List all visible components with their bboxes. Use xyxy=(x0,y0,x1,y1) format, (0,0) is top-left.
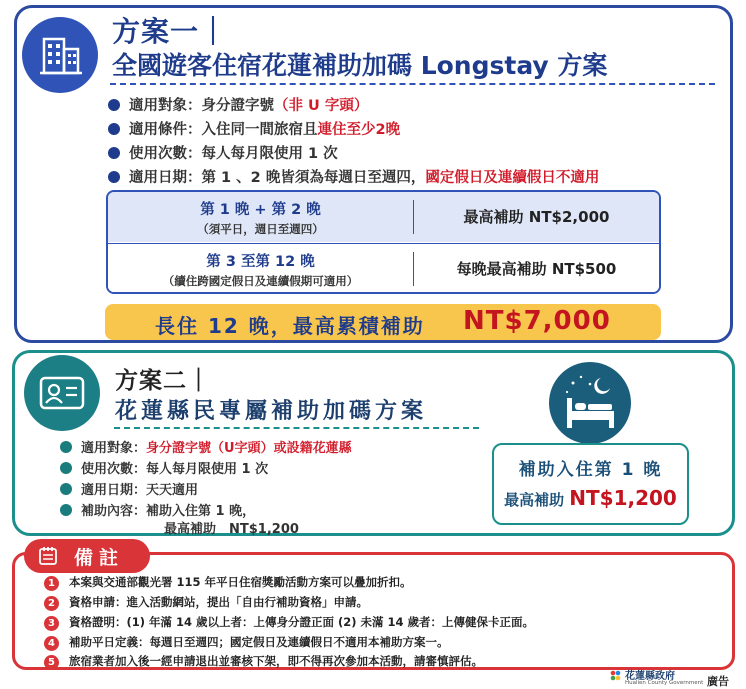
org-name-en: Hualien County Government xyxy=(625,680,704,686)
night-range: 第 3 至第 12 晚 xyxy=(206,254,315,270)
plan2-bullet-3 xyxy=(60,479,198,498)
note-item xyxy=(44,634,449,651)
banner-text: 長住 12 晚，最高累積補助 xyxy=(155,314,425,338)
bullet-text: 每人每月限使用 1 次 xyxy=(201,146,338,162)
bullet-text: 補助入住第 1 晚， xyxy=(146,504,256,519)
notes-title: 備註 xyxy=(74,547,125,569)
note-item xyxy=(44,594,368,611)
table-cell-night xyxy=(108,192,413,242)
note-item xyxy=(44,574,412,591)
bullet-dot xyxy=(108,171,120,183)
note-item xyxy=(44,614,534,631)
org-name: 花蓮縣政府 xyxy=(625,671,675,682)
plan2-bullet-2 xyxy=(60,458,268,477)
note-text: 本案與交通部觀光署 115 年平日住宿獎勵活動方案可以疊加折扣。 xyxy=(69,575,412,589)
bullet-text: 每人每月限使用 1 次 xyxy=(146,462,269,477)
note-text: 旅宿業者加入後一經申請退出並審核下架，即不得再次參加本活動，請審慎評估。 xyxy=(69,654,483,668)
note-text: 補助平日定義：每週日至週四；國定假日及連續假日不適用本補助方案一。 xyxy=(69,635,449,649)
bullet-dot xyxy=(60,504,72,516)
card-amount-line xyxy=(494,486,687,510)
building-icon xyxy=(22,17,98,93)
card-label: 最高補助 xyxy=(504,491,565,509)
plan2-subsidy-card xyxy=(492,443,689,525)
ad-label: 廣告 xyxy=(707,675,729,688)
plan1-title-prefix: 方案一｜ xyxy=(112,15,229,48)
bullet-text: 身分證字號 xyxy=(201,98,274,114)
night-note: （須平日，週日至週四） xyxy=(197,222,324,236)
bullet-label: 使用次數： xyxy=(81,462,147,477)
table-cell-subsidy: 最高補助 NT$2,000 xyxy=(463,208,610,226)
note-number: 5 xyxy=(44,655,59,670)
note-number: 1 xyxy=(44,576,59,591)
bullet-label: 適用對象： xyxy=(129,98,202,114)
bullet-text: 天天適用 xyxy=(146,483,199,498)
table-row xyxy=(108,192,659,242)
plan2-bullet-continuation: 最高補助 NT$1,200 xyxy=(164,522,299,537)
bed-moon-icon xyxy=(549,362,631,444)
plan2-title-prefix: 方案二｜ xyxy=(115,368,211,394)
bullet-dot xyxy=(108,123,120,135)
notepad-icon xyxy=(38,546,58,570)
id-card-icon xyxy=(24,355,100,431)
subsidy-table xyxy=(106,190,661,294)
plan1-bullet-4 xyxy=(108,166,599,187)
notes-tab xyxy=(24,539,150,573)
bullet-dot xyxy=(60,441,72,453)
note-item xyxy=(44,653,483,670)
bullet-text: 入住同一間旅宿且 xyxy=(201,122,318,138)
plan1-divider xyxy=(110,83,715,85)
bullet-label: 適用條件： xyxy=(129,122,202,138)
bullet-dot xyxy=(108,99,120,111)
plan1-bullet-3 xyxy=(108,142,338,163)
bullet-highlight: 國定假日及連續假日不適用 xyxy=(425,170,600,186)
bullet-label: 補助內容： xyxy=(81,504,147,519)
note-text: 資格證明：(1) 年滿 14 歲以上者：上傳身分證正面 (2) 未滿 14 歲者：上傳健保卡正面。 xyxy=(69,615,535,629)
table-cell-subsidy: 每晚最高補助 NT$500 xyxy=(456,260,617,278)
night-note: （續住跨國定假日及連續假期可適用） xyxy=(162,274,359,288)
plan2-title: 花蓮縣民專屬補助加碼方案 xyxy=(115,399,428,424)
plan2-bullet-4 xyxy=(60,500,255,519)
plan1-bullet-2 xyxy=(108,118,400,139)
bullet-label: 適用日期： xyxy=(129,170,202,186)
bullet-highlight: 身分證字號（U字頭）或設籍花蓮縣 xyxy=(146,441,352,456)
note-number: 2 xyxy=(44,596,59,611)
card-amount: NT$1,200 xyxy=(569,486,677,510)
bullet-label: 適用對象： xyxy=(81,441,147,456)
bullet-text: 第 1 、2 晚皆須為每週日至週四， xyxy=(201,170,426,186)
plan2-divider xyxy=(114,427,479,429)
plan1-title: 全國遊客住宿花蓮補助加碼 Longstay 方案 xyxy=(112,51,608,80)
night-range: 第 1 晚 + 第 2 晚 xyxy=(200,202,321,218)
bullet-dot xyxy=(108,147,120,159)
note-number: 4 xyxy=(44,636,59,651)
bullet-highlight: 連住至少2晚 xyxy=(317,122,401,138)
card-title: 補助入住第 1 晚 xyxy=(518,460,663,480)
government-emblem-icon xyxy=(609,669,622,682)
banner-amount: NT$7,000 xyxy=(463,306,611,336)
note-number: 3 xyxy=(44,616,59,631)
bullet-label: 適用日期： xyxy=(81,483,147,498)
table-cell-night xyxy=(108,244,413,294)
plan1-bullet-1 xyxy=(108,94,368,115)
plan2-bullet-1 xyxy=(60,437,352,456)
bullet-dot xyxy=(60,483,72,495)
max-subsidy-banner xyxy=(105,304,661,340)
bullet-label: 使用次數： xyxy=(129,146,202,162)
note-text: 資格申請：進入活動網站，提出「自由行補助資格」申請。 xyxy=(69,595,368,609)
bullet-dot xyxy=(60,462,72,474)
bullet-highlight: （非 U 字頭） xyxy=(274,98,369,114)
table-row xyxy=(108,243,659,294)
